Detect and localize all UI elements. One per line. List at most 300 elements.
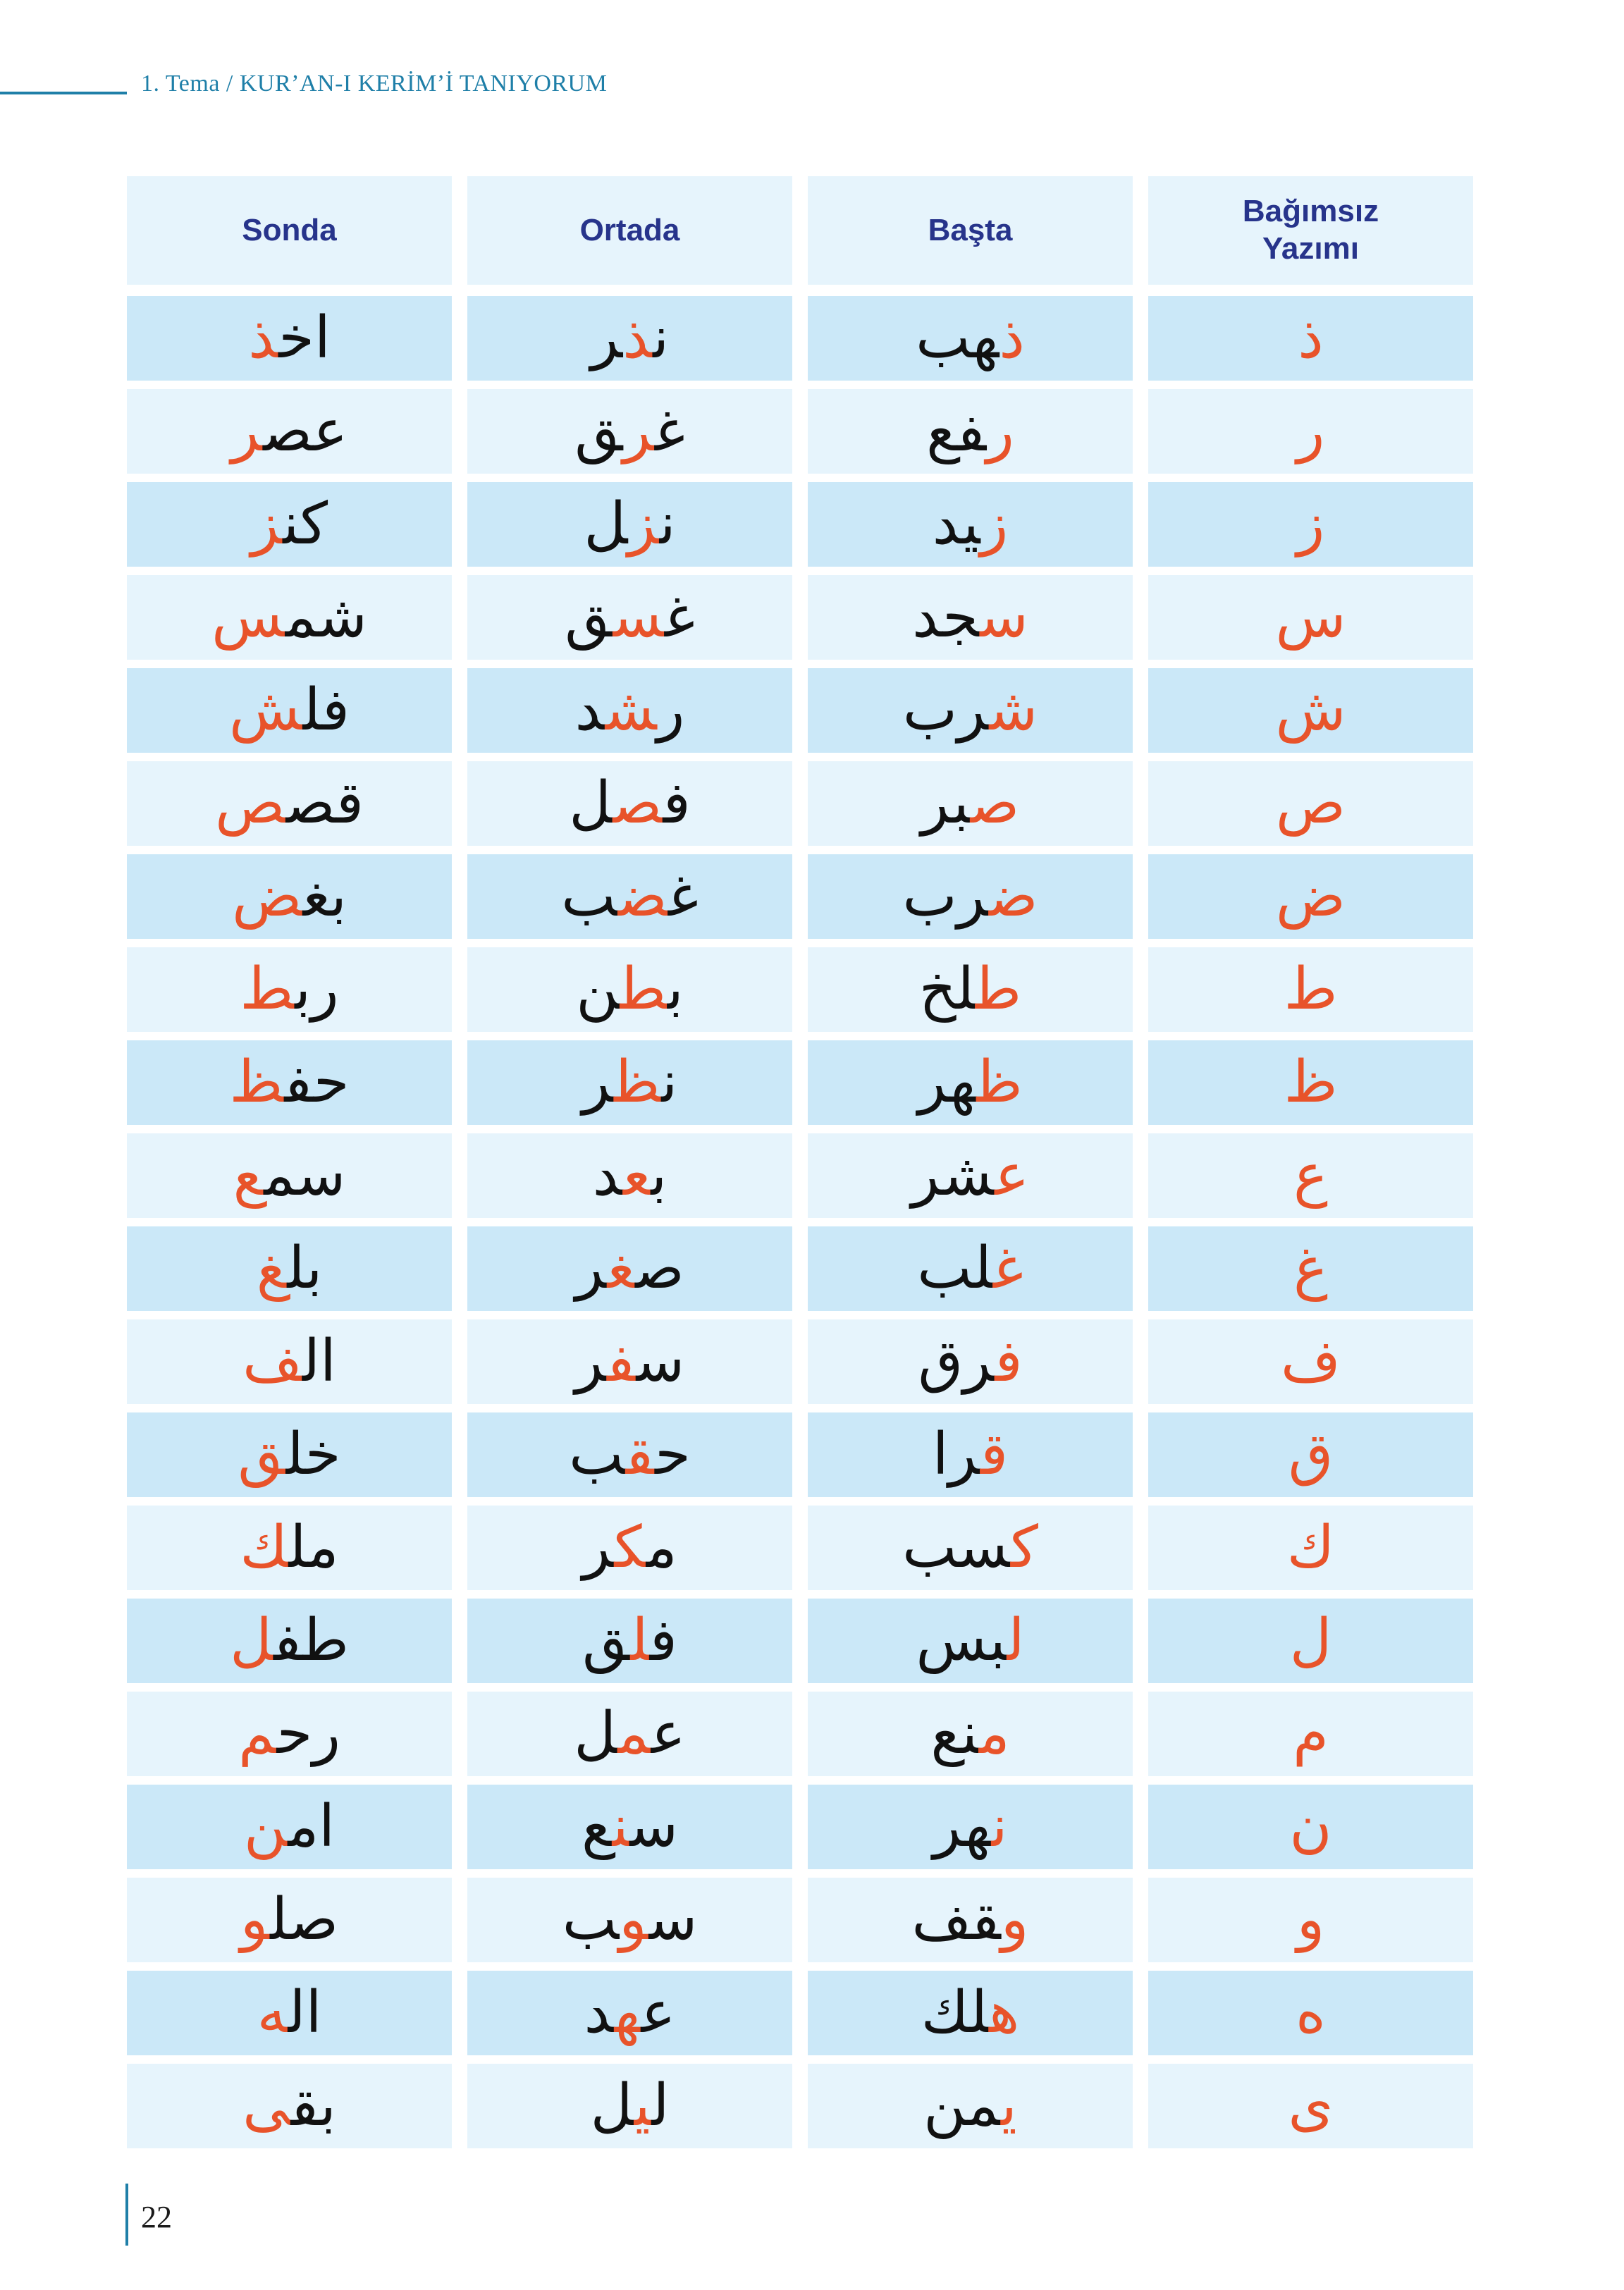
highlighted-letter: ‍و‍ [619, 1886, 649, 1953]
word-part: ‍ر [575, 1235, 608, 1302]
highlighted-letter: ك‍ [1010, 1514, 1038, 1581]
isolated-letter: ه [1296, 1979, 1326, 2046]
isolated-letter: م [1293, 1700, 1329, 1767]
arabic-word [923, 2072, 1017, 2139]
cell-isolated-form [1148, 1878, 1473, 1962]
table-row [127, 1692, 1480, 1776]
letter-forms-table [127, 176, 1480, 2157]
highlighted-letter: ‍ه‍ [614, 1979, 641, 2046]
word-part: بل‍ [287, 1235, 323, 1302]
highlighted-letter: ‍ف [242, 1328, 303, 1395]
word-part: ‍د [574, 677, 605, 744]
highlighted-letter: ‍ى [242, 2072, 291, 2139]
highlighted-letter: ‍ر‍ [622, 398, 655, 464]
isolated-letter: ض [1275, 863, 1346, 930]
arabic-word [562, 1886, 698, 1953]
cell-middle-form [467, 1040, 792, 1125]
highlighted-letter: ل‍ [1007, 1607, 1025, 1674]
word-part: كن‍ [283, 491, 328, 558]
table-row [127, 1506, 1480, 1590]
cell-start-form [808, 1412, 1133, 1497]
cell-start-form [808, 1226, 1133, 1311]
arabic-word [569, 770, 691, 837]
footer-rule [125, 2184, 128, 2246]
arabic-word [930, 1700, 1010, 1767]
table-row [127, 575, 1480, 660]
cell-start-form [808, 1133, 1133, 1218]
highlighted-letter: ‍ص [215, 770, 286, 837]
highlighted-letter: ‍ز‍ [627, 491, 660, 558]
word-part: ‍جد [912, 584, 980, 651]
arabic-word [574, 1328, 685, 1395]
arabic-word [257, 1979, 322, 2046]
cell-end-form [127, 482, 452, 567]
highlighted-letter: ‍ك‍ [614, 1514, 646, 1581]
cell-middle-form [467, 1133, 792, 1218]
isolated-letter: ى [1288, 2072, 1334, 2139]
arabic-word [584, 1979, 676, 2046]
isolated-letter: ذ [1298, 304, 1324, 371]
cell-isolated-form [1148, 1599, 1473, 1683]
arabic-word [933, 1793, 1008, 1860]
arabic-word [918, 1328, 1023, 1395]
highlighted-letter: ‍ذ [248, 304, 279, 371]
arabic-word [926, 398, 1014, 464]
highlighted-letter: ذ‍ [999, 304, 1025, 371]
cell-middle-form [467, 1971, 792, 2055]
table-row [127, 1412, 1480, 1497]
word-part: سم‍ [264, 1142, 346, 1209]
word-part: قص‍ [285, 770, 364, 837]
arabic-word [230, 398, 348, 464]
cell-start-form [808, 947, 1133, 1032]
cell-start-form [808, 1692, 1133, 1776]
word-part: ‍ل [569, 770, 613, 837]
highlighted-letter: ‍ن‍ [612, 1793, 630, 1860]
arabic-word [576, 956, 684, 1023]
highlighted-letter: ‍ش [229, 677, 303, 744]
table-row [127, 1971, 1480, 2055]
highlighted-letter: ز‍ [980, 491, 1009, 558]
highlighted-letter: ي‍ [1001, 2072, 1017, 2139]
highlighted-letter: ش‍ [989, 677, 1038, 744]
word-part: ‍ب [562, 1886, 620, 1953]
highlighted-letter: ‍ز [250, 491, 283, 558]
arabic-word [917, 1235, 1023, 1302]
cell-end-form [127, 1692, 452, 1776]
arabic-word [592, 1142, 668, 1209]
highlighted-letter: ‍ق‍ [625, 1421, 656, 1488]
word-part: س‍ [636, 1328, 685, 1395]
word-part: ال‍ [288, 1979, 322, 2046]
arabic-word [575, 1235, 684, 1302]
arabic-word [229, 677, 350, 744]
arabic-word [932, 1421, 1009, 1488]
arabic-word [565, 584, 695, 651]
arabic-word [211, 584, 367, 651]
arabic-word [243, 1793, 336, 1860]
word-part: شم‍ [285, 584, 367, 651]
word-part: ‍ر [582, 1514, 615, 1581]
word-part: ب‍ [651, 1142, 668, 1209]
table-row [127, 1785, 1480, 1869]
column-header-middle: Ortada [467, 176, 792, 285]
cell-middle-form [467, 947, 792, 1032]
highlighted-letter: ‍ك [240, 1514, 289, 1581]
table-row [127, 1878, 1480, 1962]
highlighted-letter: ه‍ [989, 1979, 1020, 2046]
table-row [127, 389, 1480, 474]
isolated-letter: ط [1284, 956, 1338, 1023]
cell-start-form [808, 482, 1133, 567]
highlighted-letter: ص‍ [970, 770, 1020, 837]
word-part: ‍فع [926, 398, 987, 464]
highlighted-letter: ض‍ [988, 863, 1038, 930]
cell-isolated-form [1148, 1971, 1473, 2055]
cell-start-form [808, 1040, 1133, 1125]
word-part: ‍لب [917, 1235, 993, 1302]
cell-middle-form [467, 1785, 792, 1869]
cell-end-form [127, 1506, 452, 1590]
word-part: ‍هر [933, 1793, 992, 1860]
word-part: ‍ق [582, 1607, 631, 1674]
cell-end-form [127, 1319, 452, 1404]
word-part: ‍را [932, 1421, 980, 1488]
cell-middle-form [467, 482, 792, 567]
word-part: ‍رب [902, 863, 989, 930]
arabic-word [932, 491, 1009, 558]
table-row [127, 761, 1480, 846]
word-part: ‍بس [916, 1607, 1007, 1674]
table-row [127, 668, 1480, 753]
highlighted-letter: م‍ [978, 1700, 1010, 1767]
table-row [127, 1319, 1480, 1404]
cell-start-form [808, 296, 1133, 381]
arabic-word [590, 304, 670, 371]
highlighted-letter: ظ‍ [976, 1049, 1023, 1116]
arabic-word [238, 1700, 340, 1767]
arabic-word [911, 1886, 1029, 1953]
cell-isolated-form [1148, 1133, 1473, 1218]
word-part: خل‍ [285, 1421, 341, 1488]
cell-end-form [127, 389, 452, 474]
cell-isolated-form [1148, 1506, 1473, 1590]
isolated-letter: ق [1288, 1421, 1334, 1488]
word-part: ‍ع [581, 1793, 613, 1860]
cell-start-form [808, 1599, 1133, 1683]
highlighted-letter: ‍ض‍ [617, 863, 668, 930]
cell-isolated-form [1148, 668, 1473, 753]
cell-middle-form [467, 389, 792, 474]
highlighted-letter: ‍ط [240, 956, 295, 1023]
word-part: بغ‍ [302, 863, 347, 930]
word-part: ام‍ [288, 1793, 336, 1860]
cell-end-form [127, 668, 452, 753]
word-part: ‍هر [918, 1049, 977, 1116]
word-part: ع‍ [651, 1700, 686, 1767]
highlighted-letter: ‍ذ‍ [622, 304, 653, 371]
cell-isolated-form [1148, 1692, 1473, 1776]
cell-start-form [808, 1878, 1133, 1962]
cell-middle-form [467, 1599, 792, 1683]
arabic-word [581, 1793, 679, 1860]
word-part: ‍د [592, 1142, 623, 1209]
isolated-letter: ز [1296, 491, 1325, 558]
word-part: ‍ر [582, 1049, 615, 1116]
cell-end-form [127, 1599, 452, 1683]
isolated-letter: ف [1280, 1328, 1341, 1395]
arabic-word [240, 1886, 339, 1953]
cell-isolated-form [1148, 389, 1473, 474]
arabic-word [902, 863, 1038, 930]
word-part: ‍ب [569, 1421, 626, 1488]
arabic-word [569, 1421, 691, 1488]
word-part: ‍لخ [918, 956, 976, 1023]
word-part: ع‍ [641, 1979, 676, 2046]
table-row [127, 1133, 1480, 1218]
arabic-word [229, 1049, 350, 1116]
arabic-word [912, 584, 1028, 651]
highlighted-letter: ‍س‍ [613, 584, 665, 651]
arabic-word [242, 1328, 336, 1395]
cell-middle-form [467, 1412, 792, 1497]
word-part: صل‍ [270, 1886, 339, 1953]
word-part: غ‍ [664, 584, 695, 651]
word-part: فل‍ [302, 677, 350, 744]
page-number: 22 [141, 2200, 172, 2234]
cell-isolated-form [1148, 2064, 1473, 2148]
table-body [127, 296, 1480, 2148]
word-part: ‍ق [565, 584, 613, 651]
highlighted-letter: س‍ [980, 584, 1028, 651]
page-header: 1. Tema / KUR’AN-I KERİM’İ TANIYORUM [141, 70, 608, 97]
arabic-word [916, 304, 1025, 371]
word-part: ‍لك [921, 1979, 989, 2046]
cell-end-form [127, 2064, 452, 2148]
highlighted-letter: ‍و [240, 1886, 271, 1953]
word-part: رب‍ [295, 956, 339, 1023]
cell-isolated-form [1148, 761, 1473, 846]
word-part: ن‍ [653, 304, 670, 371]
highlighted-letter: ‍ر [230, 398, 264, 464]
word-part: ‍بر [921, 770, 971, 837]
arabic-word [590, 2072, 670, 2139]
cell-middle-form [467, 854, 792, 939]
arabic-word [584, 491, 676, 558]
highlighted-letter: ‍ص‍ [613, 770, 663, 837]
cell-isolated-form [1148, 1040, 1473, 1125]
word-part: غ‍ [654, 398, 685, 464]
arabic-word [918, 1049, 1023, 1116]
arabic-word [918, 956, 1022, 1023]
highlighted-letter: ‍ل [230, 1607, 274, 1674]
isolated-letter: ص [1275, 770, 1346, 837]
cell-middle-form [467, 2064, 792, 2148]
word-part: بق‍ [290, 2072, 336, 2139]
arabic-word [902, 677, 1038, 744]
highlighted-letter: غ‍ [992, 1235, 1023, 1302]
cell-middle-form [467, 575, 792, 660]
highlighted-letter: ‍ي‍ [634, 2072, 652, 2139]
highlighted-letter: ن‍ [991, 1793, 1008, 1860]
word-part: حف‍ [284, 1049, 350, 1116]
highlighted-letter: ‍م‍ [617, 1700, 651, 1767]
cell-end-form [127, 761, 452, 846]
highlighted-letter: ق‍ [980, 1421, 1009, 1488]
table-row [127, 482, 1480, 567]
cell-end-form [127, 1971, 452, 2055]
cell-end-form [127, 1133, 452, 1218]
arabic-word [248, 304, 331, 371]
cell-middle-form [467, 761, 792, 846]
highlighted-letter: ‍ل‍ [630, 1607, 650, 1674]
highlighted-letter: ‍ط‍ [620, 956, 668, 1023]
word-part: ل‍ [651, 2072, 670, 2139]
word-part: م‍ [646, 1514, 677, 1581]
isolated-letter: س [1275, 584, 1346, 651]
table-row [127, 1599, 1480, 1683]
word-part: طف‍ [273, 1607, 349, 1674]
isolated-letter: ك [1286, 1514, 1335, 1581]
header-rule [0, 92, 127, 94]
arabic-word [215, 770, 364, 837]
cell-end-form [127, 854, 452, 939]
column-header-start: Başta [808, 176, 1133, 285]
cell-isolated-form [1148, 575, 1473, 660]
table-row [127, 854, 1480, 939]
word-part: ر‍ [656, 677, 685, 744]
word-part: ‍ل [590, 2072, 634, 2139]
word-part: ف‍ [663, 770, 691, 837]
cell-end-form [127, 947, 452, 1032]
isolated-letter: غ [1293, 1235, 1328, 1302]
isolated-letter: ش [1275, 677, 1346, 744]
cell-end-form [127, 1878, 452, 1962]
cell-isolated-form [1148, 1785, 1473, 1869]
highlighted-letter: ‍ق [238, 1421, 286, 1488]
cell-middle-form [467, 668, 792, 753]
arabic-word [921, 770, 1020, 837]
table-row [127, 2064, 1480, 2148]
word-part: ‍ل [584, 491, 628, 558]
cell-start-form [808, 389, 1133, 474]
arabic-word [240, 956, 339, 1023]
highlighted-letter: ‍غ [256, 1235, 288, 1302]
arabic-word [561, 863, 699, 930]
word-part: ن‍ [659, 491, 676, 558]
table-row [127, 296, 1480, 381]
cell-start-form [808, 854, 1133, 939]
cell-isolated-form [1148, 296, 1473, 381]
word-part: س‍ [648, 1886, 698, 1953]
arabic-word [230, 1607, 349, 1674]
arabic-word [916, 1607, 1025, 1674]
cell-isolated-form [1148, 947, 1473, 1032]
cell-start-form [808, 1971, 1133, 2055]
word-part: ‍قف [911, 1886, 1001, 1953]
isolated-letter: ن [1289, 1793, 1332, 1860]
word-part: مل‍ [288, 1514, 339, 1581]
word-part: ص‍ [635, 1235, 684, 1302]
highlighted-letter: ‍ش‍ [605, 677, 657, 744]
arabic-word [238, 1421, 341, 1488]
arabic-word [574, 1700, 686, 1767]
arabic-word [233, 1142, 346, 1209]
word-part: عص‍ [263, 398, 348, 464]
word-part: ‍هب [916, 304, 999, 371]
highlighted-letter: ‍غ‍ [607, 1235, 636, 1302]
word-part: ‍شر [911, 1142, 995, 1209]
word-part: غ‍ [668, 863, 699, 930]
table-header-row [127, 176, 1480, 285]
word-part: اخ‍ [278, 304, 331, 371]
column-header-isolated: Bağımsız Yazımı [1148, 176, 1473, 285]
highlighted-letter: ‍س [211, 584, 285, 651]
cell-isolated-form [1148, 482, 1473, 567]
isolated-letter: ع [1293, 1142, 1328, 1209]
table-row [127, 1226, 1480, 1311]
cell-middle-form [467, 1878, 792, 1962]
cell-middle-form [467, 1506, 792, 1590]
arabic-word [582, 1607, 677, 1674]
cell-end-form [127, 575, 452, 660]
word-part: ‍من [923, 2072, 1001, 2139]
highlighted-letter: ‍م [238, 1700, 277, 1767]
word-part: ‍يد [932, 491, 980, 558]
word-part: رح‍ [276, 1700, 340, 1767]
arabic-word [911, 1142, 1030, 1209]
highlighted-letter: ‍ف‍ [607, 1328, 636, 1395]
cell-end-form [127, 1412, 452, 1497]
highlighted-letter: ‍ظ‍ [614, 1049, 662, 1116]
word-part: ‍د [584, 1979, 615, 2046]
word-part: ف‍ [649, 1607, 677, 1674]
cell-end-form [127, 296, 452, 381]
isolated-letter: ل [1289, 1607, 1332, 1674]
cell-start-form [808, 761, 1133, 846]
cell-isolated-form [1148, 1412, 1473, 1497]
cell-end-form [127, 1785, 452, 1869]
arabic-word [232, 863, 347, 930]
highlighted-letter: ‍ع [233, 1142, 264, 1209]
arabic-word [242, 2072, 336, 2139]
highlighted-letter: ‍ع‍ [622, 1142, 651, 1209]
word-part: ن‍ [661, 1049, 678, 1116]
word-part: ‍نع [930, 1700, 979, 1767]
word-part: س‍ [629, 1793, 679, 1860]
arabic-word [250, 491, 328, 558]
cell-end-form [127, 1226, 452, 1311]
highlighted-letter: ر‍ [986, 398, 1014, 464]
cell-start-form [808, 575, 1133, 660]
cell-start-form [808, 1319, 1133, 1404]
word-part: ال‍ [302, 1328, 336, 1395]
highlighted-letter: ف‍ [995, 1328, 1023, 1395]
word-part: ‍رب [902, 677, 990, 744]
arabic-word [574, 677, 685, 744]
word-part: ‍ن [576, 956, 620, 1023]
highlighted-letter: ط‍ [975, 956, 1022, 1023]
isolated-letter: و [1296, 1886, 1325, 1953]
word-part: ح‍ [655, 1421, 691, 1488]
cell-isolated-form [1148, 1226, 1473, 1311]
highlighted-letter: ‍ن [243, 1793, 288, 1860]
cell-isolated-form [1148, 854, 1473, 939]
cell-middle-form [467, 1692, 792, 1776]
highlighted-letter: ‍ه [257, 1979, 288, 2046]
arabic-word [256, 1235, 323, 1302]
highlighted-letter: ع‍ [995, 1142, 1030, 1209]
